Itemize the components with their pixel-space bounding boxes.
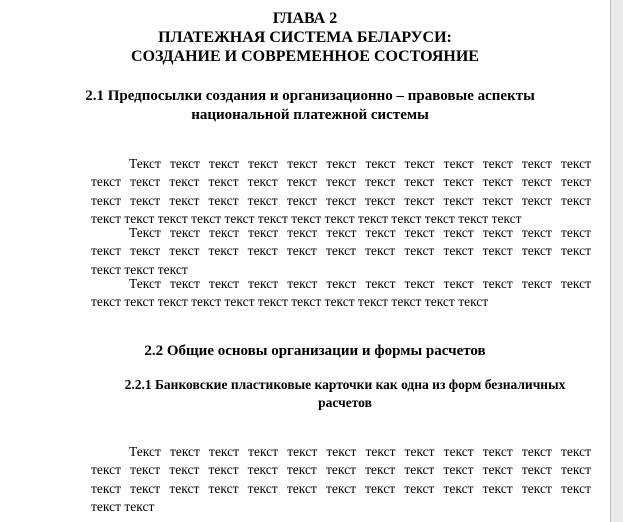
chapter-title-line-2: СОЗДАНИЕ И СОВРЕМЕННОЕ СОСТОЯНИЕ [131,48,479,65]
subsection-2-2-1-title-line-2: расчетов [318,395,372,410]
paragraph-line: текст текст [91,499,155,515]
chapter-title-line-1: ПЛАТЕЖНАЯ СИСТЕМА БЕЛАРУСИ: [158,29,452,46]
paragraph-line: текст текст текст текст текст текст текст текст текст текст текст текст текст [91,480,591,496]
window-right-edge [610,0,623,522]
section-2-1-title-line-2: национальной платежной системы [191,107,429,123]
paragraph-line: Текст текст текст текст текст текст текст текст текст текст текст текст [129,156,591,171]
paragraph-line: текст текст текст текст текст текст текст текст текст текст текст текст текст [91,192,591,208]
section-2-2-1-paragraph-1 [91,443,591,517]
paragraph-line: текст текст текст текст текст текст текст текст текст текст текст текст текст [91,462,591,478]
paragraph-line: текст текст текст текст текст текст текст текст текст текст текст текст текст [91,174,591,190]
paragraph-line: текст текст текст текст текст текст текст текст текст текст текст текст [91,294,489,310]
subsection-2-2-1-title [95,376,595,412]
section-2-1-title-line-1: 2.1 Предпосылки создания и организационно – правовые аспекты [85,88,535,104]
section-2-2-title: 2.2 Общие основы организации и формы расчетов [144,343,486,359]
section-2-1-paragraph-2 [91,224,591,279]
paragraph-line: текст текст текст текст текст текст текст текст текст текст текст текст текст [91,211,522,227]
section-2-1-paragraph-3 [91,275,591,312]
section-2-1-paragraph-1 [91,155,591,229]
paragraph-line: Текст текст текст текст текст текст текст текст текст текст текст текст [129,276,591,291]
paragraph-line: текст текст текст текст текст текст текст текст текст текст текст текст текст [91,243,591,259]
paragraph-line: текст текст текст [91,261,188,277]
chapter-number: ГЛАВА 2 [272,10,338,27]
paragraph-line: Текст текст текст текст текст текст текст текст текст текст текст текст [129,444,591,459]
subsection-2-2-1-title-line-1: 2.2.1 Банковские пластиковые карточки как одна из форм безналичных [124,377,566,392]
section-2-1-title [60,87,560,125]
paragraph-line: Текст текст текст текст текст текст текст текст текст текст текст текст [129,225,591,240]
